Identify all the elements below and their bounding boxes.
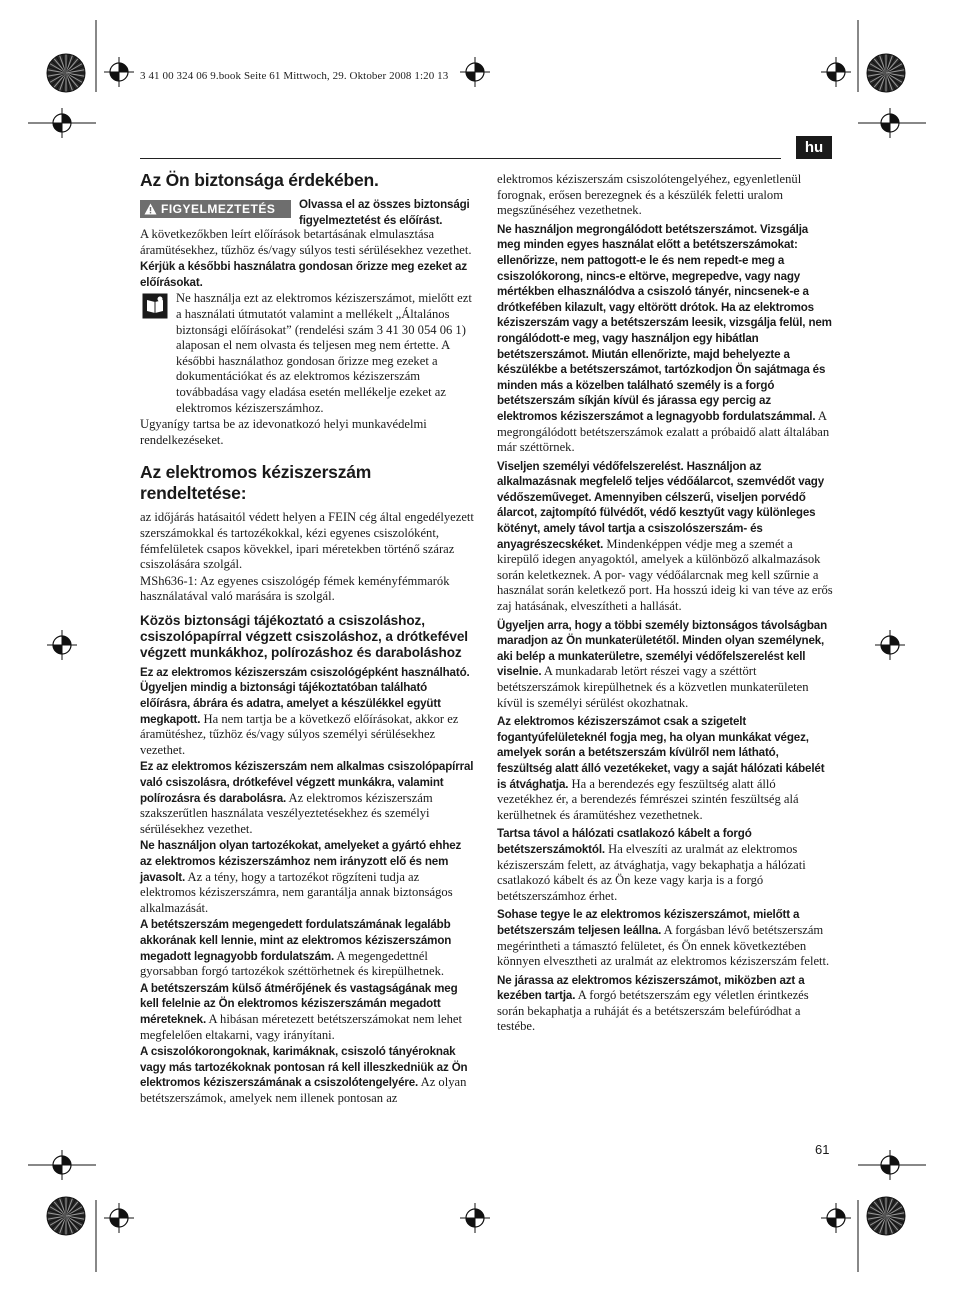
item-text: Az olyan betétszerszámok, amelyek nem illenek pontosan az: [140, 1075, 467, 1105]
color-registration-target: [867, 54, 905, 92]
list-item: [140, 759, 476, 837]
keep-instructions: Kérjük a későbbi használatra gondosan őrizze meg ezeket az előírásokat.: [140, 260, 467, 289]
item-text: elektromos kéziszerszám csiszolótengelyéhez, egyenletlenül forognak, erősen berezegnek és a készülék feletti uralom megszűnéséhez vezethetnek.: [497, 172, 802, 218]
color-registration-target: [867, 1197, 905, 1235]
registration-mark: [821, 57, 851, 87]
item-text: Ha nem tartja be a következő előírásokat, akkor ez áramütéshez, tűzhöz és/vagy súlyos személyi sérülésekhez vezethet.: [140, 711, 459, 757]
item-text: Az elektromos kéziszerszám szakszerűtlen használata veszélyeztetésekhez és személyi sérülésekhez vezethet.: [140, 790, 433, 836]
item-text: Ha elveszíti az uralmát az elektromos kéziszerszám felett, az átvághatja, vagy bekaphatja a hálózati csatlakozó kábelt és az Ön keze vagy karja is a forgó betétszerszámhoz érhet.: [497, 841, 806, 903]
item-bold: A betétszerszám külső átmérőjének és vastagságának meg kell felelnie az Ön elektromos kéziszerszámán megadott méreteknek.: [140, 981, 458, 1026]
registration-mark: [104, 57, 134, 87]
item-text: A hibásan méretezett betétszerszámokat nem lehet megfelelően eltakarni, vagy irányítani.: [140, 1011, 462, 1042]
read-manual-text: Ne használja ezt az elektromos kéziszerszámot, mielőtt ezt a használati útmutatót valamint a mellékelt „Általános biztonsági előírásokat” (rendelési szám 3 41 30 054 06 1) alaposan el nem olvasta és teljesen meg nem értette. A későbbi használathoz gondosan őrizze meg ezeket a dokumentációkat és az elektromos kéziszerszám továbbadása vagy eladása esetén mellékelje ezeket az elektromos kéziszerszámhoz.: [176, 291, 472, 415]
color-registration-target: [47, 1197, 85, 1235]
registration-mark: [47, 1150, 77, 1180]
book-info-header: 3 41 00 324 06 9.book Seite 61 Mittwoch, 29. Oktober 2008 1:20 13: [140, 70, 449, 82]
list-item: [497, 826, 833, 904]
item-bold: Ne használjon olyan tartozékokat, amelyeket a gyártó ehhez az elektromos kéziszerszámhoz nem irányzott elő és nem javasolt.: [140, 839, 462, 884]
registration-mark: [875, 108, 905, 138]
item-text: Mindenképpen védje meg a szemét a kirepülő idegen anyagoktól, amelyek a különböző alkalmazások során keletkeznek. A por- vagy védőálarcnak meg kell szűrnie a használat során keletkező port. Ha hosszú ideig ki van téve az erős zaj hatásának, elveszítheti a hallását.: [497, 536, 833, 614]
list-item: [140, 838, 476, 916]
warning-badge: [140, 200, 291, 218]
item-bold: Az elektromos kéziszerszámot csak a szigetelt fogantyúfelületeknél fogja meg, ha olyan munkákat végez, amelyek során a betétszerszám kívülről nem látható, feszültség alatt álló vezetékeket, vagy a saját hálózati kábelét is átvághatja.: [497, 715, 825, 791]
registration-mark: [821, 1203, 851, 1233]
registration-mark: [875, 630, 905, 660]
item-text: A megengedettnél gyorsabban forgó tartozékok széttörhetnek és kirepülhetnek.: [140, 948, 445, 979]
item-bold: Viseljen személyi védőfelszerelést. Használjon az alkalmazásnak megfelelő teljes védőálarcot, szemvédőt vagy védőszeműveget. Amennyiben célszerű, viseljen porvédő álarcot, zajtompító fülvédőt, védő kesztyűt vagy különleges kötényt, amely távol tartja a csiszolószerszám- és anyagrészecskéket.: [497, 459, 825, 551]
read-manual-icon: [142, 293, 168, 319]
item-text: A munkadarab letört részei vagy a széttört betétszerszámok kirepülhetnek és a közvetlen munkaterületen kívül is személyi sérülést okozhatnak.: [497, 664, 809, 710]
registration-mark: [875, 1150, 905, 1180]
warning-rest: A következőkben leírt előírások betartásának elmulasztása áramütésekhez, tűzhöz és/vagy súlyos testi sérülésekhez vezethet.: [140, 227, 472, 257]
item-bold: Ez az elektromos kéziszerszám nem alkalmas csiszolópapírral való csiszolásra, drótkefével végzett munkákra, valamint polírozásra és darabolásra.: [140, 760, 474, 805]
left-column: [140, 170, 476, 1108]
list-item: [497, 907, 833, 969]
warning-bold: Olvassa el az összes biztonsági figyelmeztetést és előírást.: [299, 198, 470, 227]
language-tab: hu: [796, 136, 832, 159]
item-bold: Ez az elektromos kéziszerszám csiszológépként használható. Ügyeljen mindig a biztonsági tájékoztatóban található előírásra, ábrára és adatra, amelyet a készülékkel együtt megkapott.: [140, 665, 470, 726]
model-text: MSh636-1: Az egyenes csiszológép fémek keményfémmarók használatával való marására is szolgál.: [140, 573, 450, 604]
registration-mark: [47, 630, 77, 660]
item-text: Az a tény, hogy a tartozékot rögzíteni tudja az elektromos kéziszerszámra, nem garantálja annak biztonságos alkalmazását.: [140, 869, 453, 915]
header-rule: [140, 158, 781, 159]
list-item: [140, 1044, 476, 1106]
item-bold: Sohase tegye le az elektromos kéziszerszámot, mielőtt a betétszerszám teljesen leállna.: [497, 908, 800, 937]
warning-intro: [299, 197, 477, 228]
list-item: [497, 973, 833, 1035]
item-bold: A betétszerszám megengedett fordulatszámának legalább akkorának kell lennie, mint az elektromos kéziszerszámon megadott legnagyobb fordulatszám.: [140, 918, 452, 963]
list-item: [140, 665, 476, 759]
registration-mark: [47, 108, 77, 138]
local-rules-text: Ugyanígy tartsa be az idevonatkozó helyi munkavédelmi rendelkezéseket.: [140, 417, 427, 447]
item-bold: Ne használjon megrongálódott betétszerszámot. Vizsgálja meg minden egyes használat előtt a betétszerszámokat: ellenőrizze, nem pattogott-e le és nem repedt-e meg a csiszolókorong, nincs-e eltörve, megrepedve, vagy nagy mértékben elhasználódva a csiszoló tányér, nincsenek-e a drótkefében kilazult, vagy eltörött drótok. Ha az elektromos kéziszerszám vagy a betétszerszám leesik, vizsgálja felül, nem rongálódott-e meg, vagy használjon egy hibátlan betétszerszámot. Miután ellenőrizte, majd behelyezte a készülékbe a betétszerszámot, tartózkodjon Ön sajátmaga és minden más a közelben található személy is a forgó betétszerszám síkján kívül és járassa egy percig az elektromos kéziszerszámot a legnagyobb fordulatszámmal.: [497, 222, 832, 423]
registration-mark: [460, 57, 490, 87]
right-column: [497, 172, 833, 1036]
color-registration-target: [47, 54, 85, 92]
item-text: A forgó betétszerszám egy véletlen érintkezés során bekaphatja a ruháját és a betétszerszám belefúródhat a testébe.: [497, 988, 809, 1034]
item-bold: Ügyeljen arra, hogy a többi személy biztonságos távolságban maradjon az Ön munkaterületétől. Minden olyan személynek, aki belép a munkaterületre, személyi védőfelszerelést kell viselnie.: [497, 618, 828, 679]
list-item: [497, 459, 833, 615]
list-item: [497, 172, 833, 219]
common-safety-subtitle: Közös biztonsági tájékoztató a csiszoláshoz, csiszolópapírral végzett csiszoláshoz, a drótkefével végzett munkákhoz, polírozáshoz és daraboláshoz: [140, 612, 468, 660]
list-item: [497, 618, 833, 712]
item-bold: Ne járassa az elektromos kéziszerszámot, miközben azt a kezében tartja.: [497, 973, 805, 1003]
registration-mark: [104, 1203, 134, 1233]
item-bold: A csiszolókorongoknak, karimáknak, csiszoló tányéroknak vagy más tartozékoknak pontosan rá kell illeszkedniük az Ön elektromos kéziszerszámának a csiszolótengelyére.: [140, 1045, 468, 1090]
item-text: Ha a berendezés egy feszültség alatt álló vezetékhez ér, a berendezés fémrészei szintén feszültség alá kerülhetnek és áramütéshez vezethetnek.: [497, 776, 799, 822]
list-item: [497, 714, 833, 823]
purpose-section-title: Az elektromos kéziszerszám rendeltetése:: [140, 462, 372, 504]
read-manual-block: [140, 291, 476, 416]
warning-badge-label: FIGYELMEZTETÉS: [161, 202, 276, 216]
page-number: 61: [815, 1142, 830, 1157]
purpose-text: az időjárás hatásaitól védett helyen a FEIN cég által engedélyezett szerszámokkal és tartozékokkal, kézi egyenes csiszolóként, fémfelületek csapos kövekkel, ipari méretekben történő száraz csiszolására szolgál.: [140, 510, 474, 572]
list-item: [140, 981, 476, 1043]
item-text: A megrongálódott betétszerszámok ezalatt a próbaidő alatt általában már széttörnek.: [497, 408, 830, 455]
list-item: [140, 917, 476, 979]
list-item: [497, 222, 833, 456]
registration-mark: [460, 1203, 490, 1233]
safety-section-title: Az Ön biztonsága érdekében.: [140, 170, 379, 190]
item-bold: Tartsa távol a hálózati csatlakozó kábelt a forgó betétszerszámoktól.: [497, 827, 752, 856]
warning-triangle-icon: [144, 203, 157, 215]
warning-block: [140, 197, 476, 243]
item-text: A forgásban lévő betétszerszám megérintheti a támasztó felületet, és Ön ennek következtében könnyen elvesztheti az uralmát az elektromos kéziszerszám felett.: [497, 922, 830, 969]
